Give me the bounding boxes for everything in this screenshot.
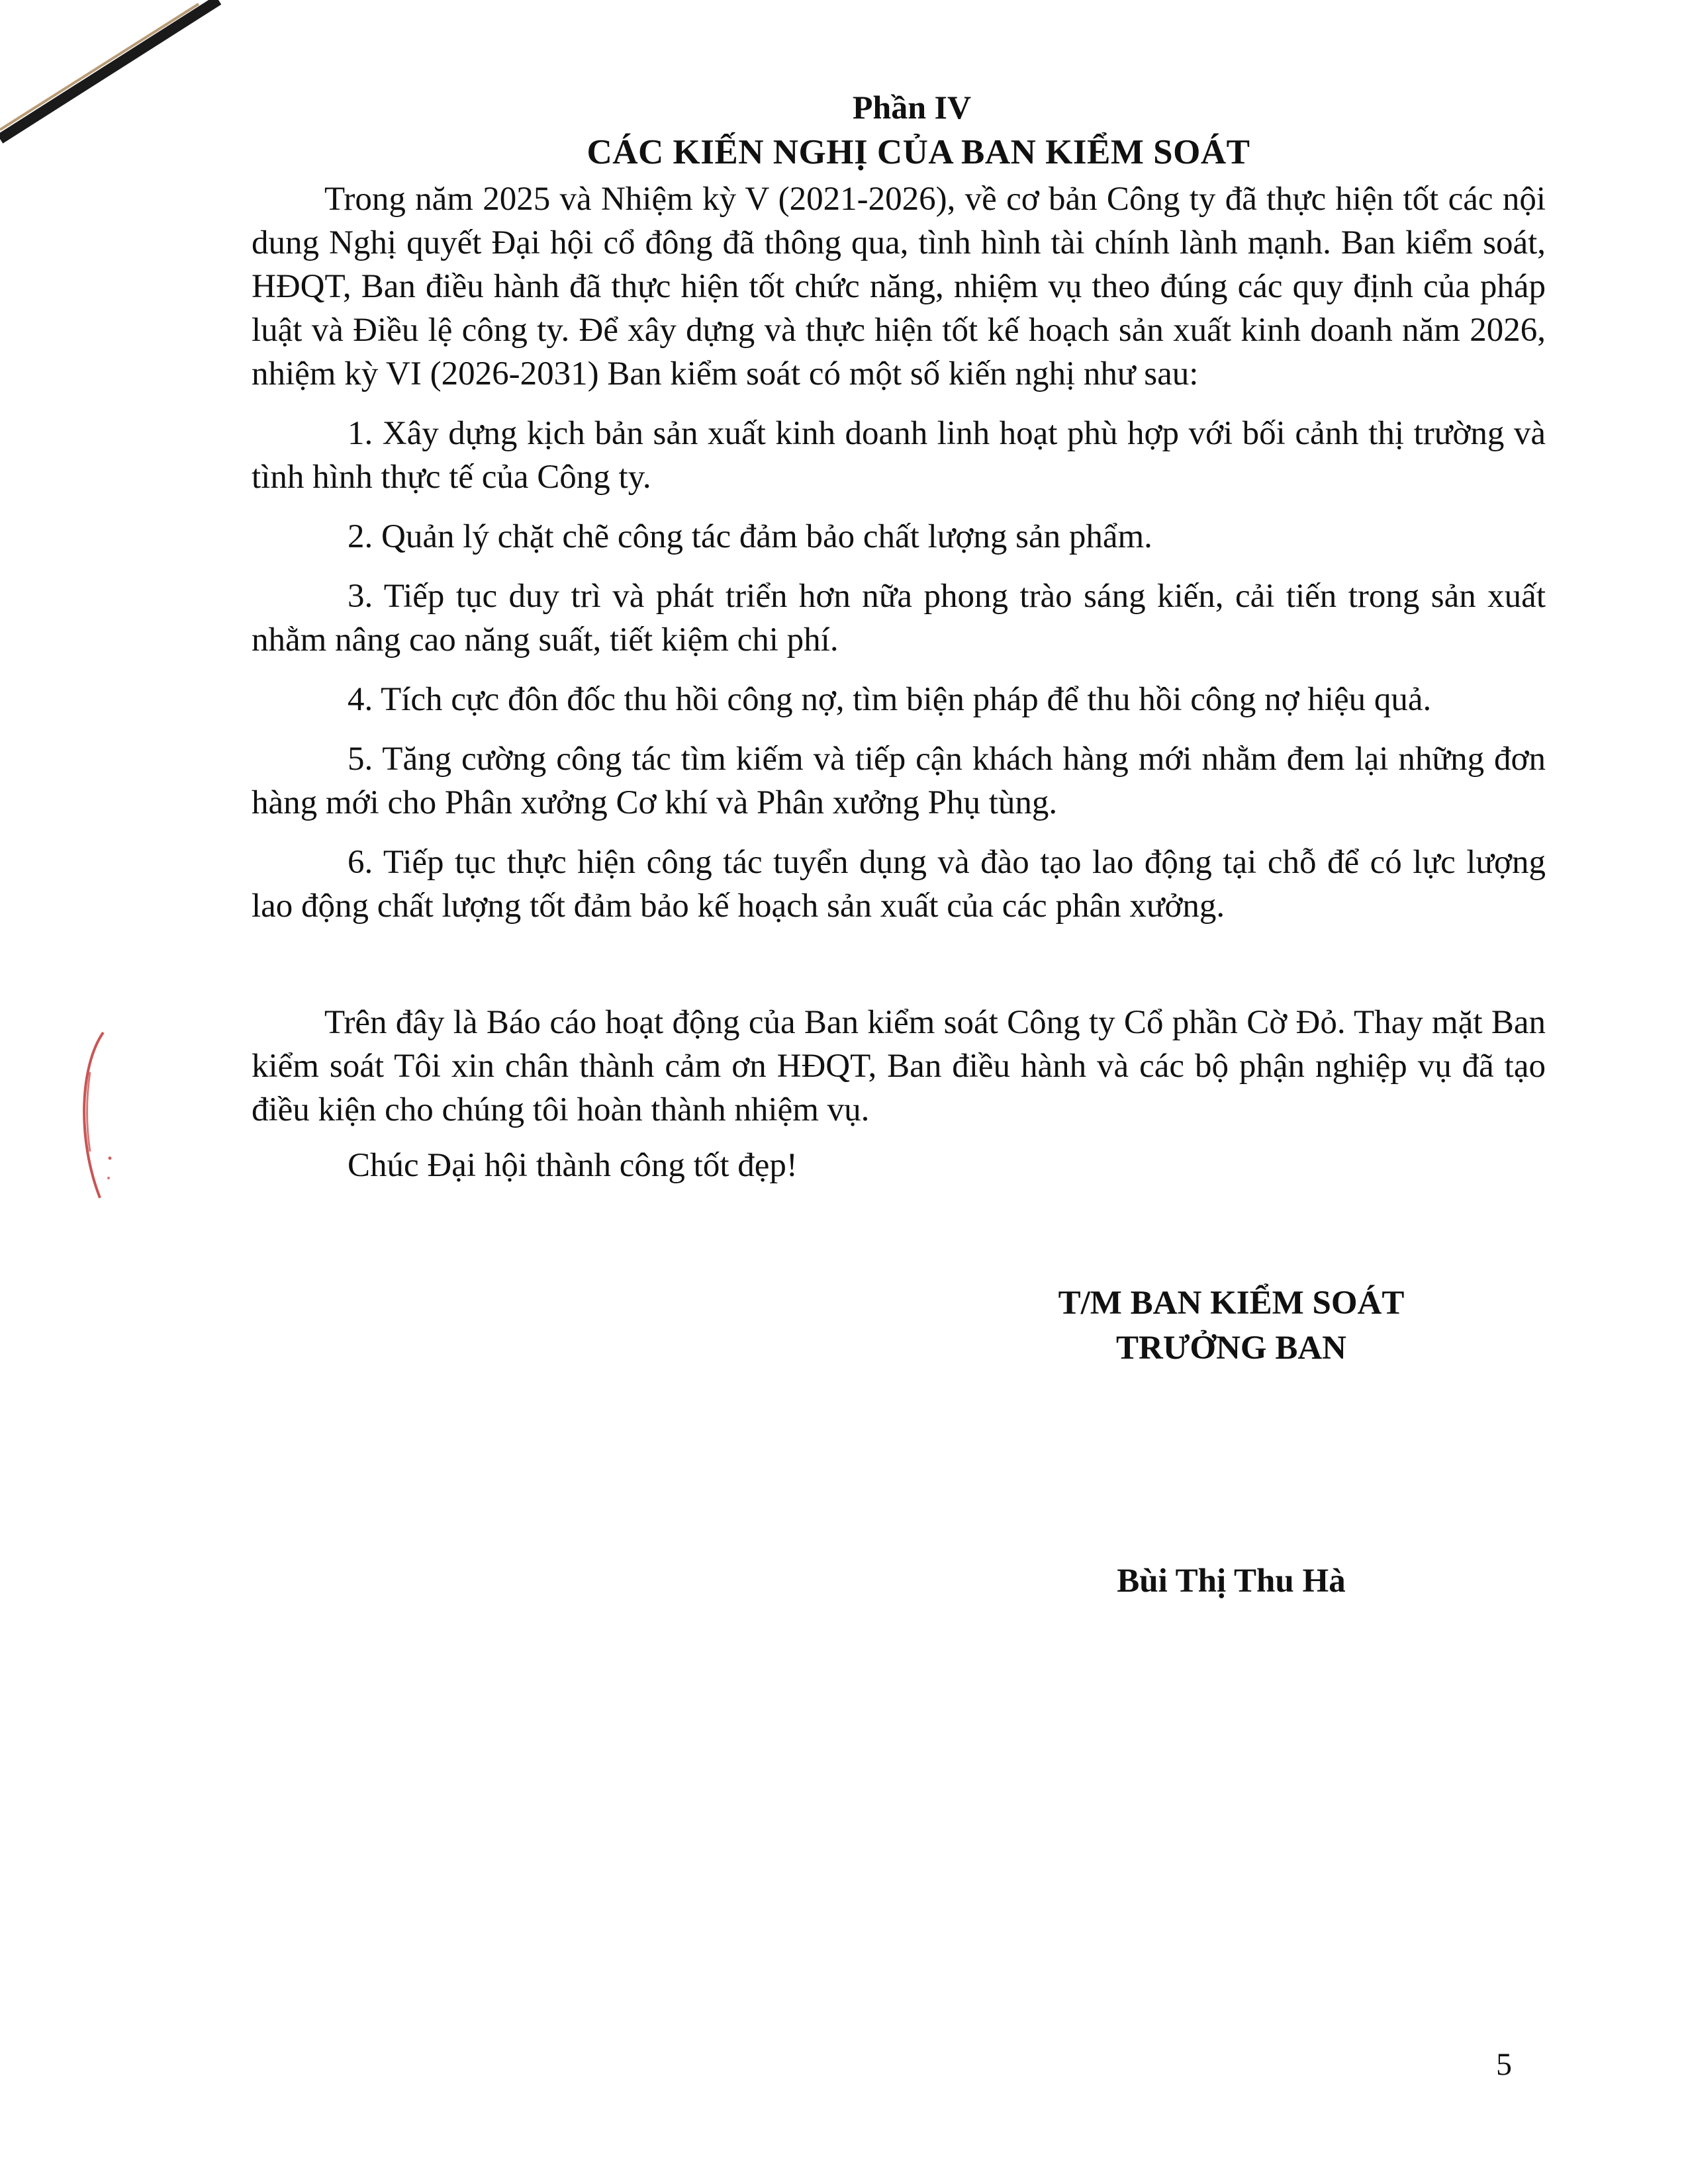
document-body	[252, 86, 1546, 1187]
section-label: Phần IV	[852, 89, 972, 126]
recommendation-list	[252, 412, 1546, 928]
recommendation-item: 6. Tiếp tục thực hiện công tác tuyển dụng và đào tạo lao động tại chỗ để có lực lượng lao động chất lượng tốt đảm bảo kế hoạch sản xuất của các phân xưởng.	[252, 844, 1546, 925]
seal-edge-mark	[64, 1026, 117, 1205]
closing-paragraph: Trên đây là Báo cáo hoạt động của Ban kiểm soát Công ty Cổ phần Cờ Đỏ. Thay mặt Ban kiểm soát Tôi xin chân thành cảm ơn HĐQT, Ban điều hành và các bộ phận nghiệp vụ đã tạo điều kiện cho chúng tôi hoàn thành nhiệm vụ.	[252, 1004, 1546, 1128]
signature-title: T/M BAN KIỂM SOÁT	[1058, 1285, 1405, 1322]
closing-wish: Chúc Đại hội thành công tốt đẹp!	[348, 1147, 798, 1184]
signature-block	[993, 1281, 1470, 1371]
recommendation-item: 3. Tiếp tục duy trì và phát triển hơn nữa phong trào sáng kiến, cải tiến trong sản xuất nhằm nâng cao năng suất, tiết kiệm chi phí.	[252, 578, 1546, 659]
scan-edge-mark	[0, 0, 225, 172]
recommendation-item: 1. Xây dựng kịch bản sản xuất kinh doanh linh hoạt phù hợp với bối cảnh thị trường và tình hình thực tế của Công ty.	[252, 415, 1546, 496]
recommendation-item: 2. Quản lý chặt chẽ công tác đảm bảo chất lượng sản phẩm.	[348, 518, 1152, 555]
signer-name: Bùi Thị Thu Hà	[1117, 1563, 1346, 1600]
section-title: CÁC KIẾN NGHỊ CỦA BAN KIỂM SOÁT	[586, 133, 1250, 171]
page-number: 5	[1496, 2047, 1512, 2082]
intro-paragraph: Trong năm 2025 và Nhiệm kỳ V (2021-2026), về cơ bản Công ty đã thực hiện tốt các nội dung Nghị quyết Đại hội cổ đông đã thông qua, tình hình tài chính lành mạnh. Ban kiểm soát, HĐQT, Ban điều hành đã thực hiện tốt chức năng, nhiệm vụ theo đúng các quy định của pháp luật và Điều lệ công ty. Để xây dựng và thực hiện tốt kế hoạch sản xuất kinh doanh năm 2026, nhiệm kỳ VI (2026-2031) Ban kiểm soát có một số kiến nghị như sau:	[252, 181, 1546, 392]
recommendation-item: 5. Tăng cường công tác tìm kiếm và tiếp cận khách hàng mới nhằm đem lại những đơn hàng mới cho Phân xưởng Cơ khí và Phân xưởng Phụ tùng.	[252, 741, 1546, 821]
recommendation-item: 4. Tích cực đôn đốc thu hồi công nợ, tìm biện pháp để thu hồi công nợ hiệu quả.	[348, 681, 1432, 718]
signature-role: TRƯỞNG BAN	[1115, 1330, 1347, 1367]
